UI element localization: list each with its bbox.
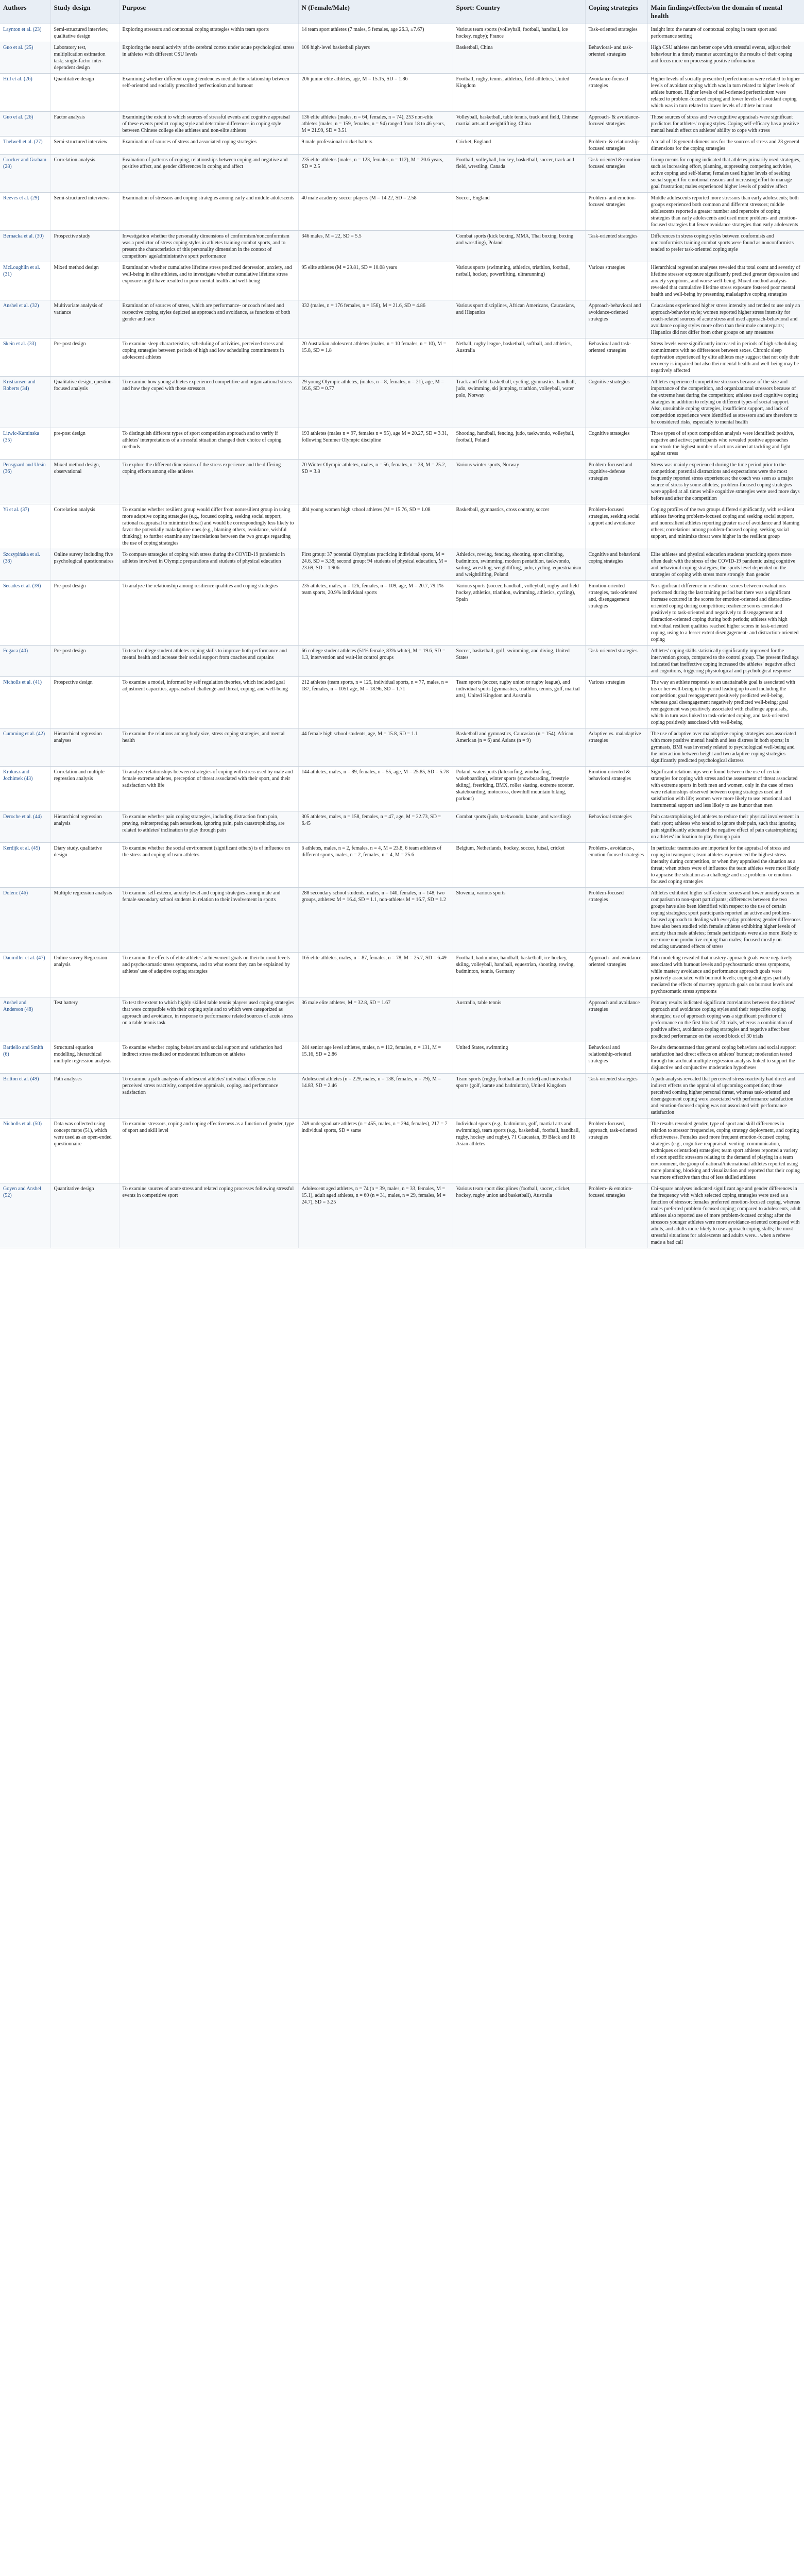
cell-sport-country: Team sports (rugby, football and cricket) and individual sports (golf, karate and badminton), United Kingdom: [453, 1074, 585, 1118]
header-sample: N (Female/Male): [298, 0, 453, 24]
cell-purpose: To explore the different dimensions of the stress experience and the differing coping efforts among elite athletes: [119, 460, 298, 504]
cell-study-design: Semi-structured interview: [50, 137, 119, 155]
cell-author[interactable]: Skein et al. (33): [0, 338, 50, 377]
cell-purpose: To analyze relationships between strategies of coping with stress used by male and female extreme athletes, perception of threat associated with their sport, and their satisfaction with life: [119, 767, 298, 811]
cell-sport-country: Various winter sports, Norway: [453, 460, 585, 504]
cell-coping-strategies: Task-oriented strategies: [585, 646, 647, 677]
table-row: [0, 231, 804, 262]
cell-author[interactable]: Pensgaard and Ursin (36): [0, 460, 50, 504]
cell-sample: 95 elite athletes (M = 29.81, SD = 10.08 years: [298, 262, 453, 300]
cell-sample: Adolescent athletes (n = 229, males, n = 138, females, n = 79), M = 14.83, SD = 2.46: [298, 1074, 453, 1118]
cell-sample: 20 Australian adolescent athletes (males, n = 10 females, n = 10), M = 15.8, SD = 1.8: [298, 338, 453, 377]
cell-coping-strategies: Approach and avoidance strategies: [585, 997, 647, 1042]
cell-study-design: Qualitative design, question-focused analysis: [50, 377, 119, 428]
cell-main-findings: The way an athlete responds to an unattainable goal is associated with his or her well-being in the period leading up to and including the competition; goal reengagement positively predicted well-being, whereas goal disengagement negatively predicted well-being; goal reengagement was positively associated with challenge appraisals, which in turn was linked to task-oriented coping, and task-oriented coping positively associated with well-being: [647, 677, 804, 728]
table-row: [0, 581, 804, 646]
table-row: [0, 767, 804, 811]
cell-sample: 106 high-level basketball players: [298, 42, 453, 74]
cell-main-findings: Elite athletes and physical education students practicing sports more often dealt with the stress of the COVID-19 pandemic using cognitive and behavioral coping strategies; the sports level depended on the strategies of coping with stress more strongly than gender: [647, 549, 804, 581]
cell-main-findings: Path modeling revealed that mastery approach goals were negatively associated with burnout levels and psychosomatic stress symptoms, while mastery avoidance and performance approach goals were positively associated with burnout levels; coping strategies partially mediated the effects of mastery approach goals on burnout levels and psychosomatic stress symptoms: [647, 953, 804, 997]
cell-study-design: Semi-structured interview, qualitative design: [50, 24, 119, 42]
header-coping: Coping strategies: [585, 0, 647, 24]
cell-coping-strategies: Task-oriented & emotion-focused strategies: [585, 155, 647, 193]
table-row: [0, 460, 804, 504]
cell-author[interactable]: Deroche et al. (44): [0, 811, 50, 843]
cell-study-design: Test battery: [50, 997, 119, 1042]
cell-author[interactable]: Litwic-Kaminska (35): [0, 428, 50, 460]
cell-author[interactable]: Thelwell et al. (27): [0, 137, 50, 155]
table-row: [0, 24, 804, 42]
cell-coping-strategies: Approach- and avoidance-oriented strategies: [585, 953, 647, 997]
cell-sport-country: Basketball, China: [453, 42, 585, 74]
cell-author[interactable]: Crocker and Graham (28): [0, 155, 50, 193]
cell-author[interactable]: Reeves et al. (29): [0, 193, 50, 231]
cell-purpose: To compare strategies of coping with stress during the COVID-19 pandemic in athletes involved in Olympic preparations and students of physical education: [119, 549, 298, 581]
cell-main-findings: Significant relationships were found between the use of certain strategies for coping with stress and the assessment of threat associated with extreme sports in both men and women, only in the case of men were relationships observed between coping strategies used and satisfaction with life; women were more likely to use emotional and instrumental support and less likely to use humor than men: [647, 767, 804, 811]
table-row: [0, 1183, 804, 1248]
cell-study-design: Correlation analysis: [50, 155, 119, 193]
cell-study-design: Diary study, qualitative design: [50, 843, 119, 888]
cell-sport-country: Athletics, rowing, fencing, shooting, sport climbing, badminton, swimming, modern pentathlon, taekwondo, sailing, wrestling, weightlifting, judo, cycling, equestrianism and weightlifting, Poland: [453, 549, 585, 581]
cell-coping-strategies: Problem- and emotion-focused strategies: [585, 193, 647, 231]
cell-coping-strategies: Behavioral strategies: [585, 811, 647, 843]
cell-main-findings: No significant difference in resilience scores between evaluations performed during the last training period but there was a significant increase occurred in the scores for emotion-oriented and distraction-oriented coping during competition; resilience scores correlated positively to task-oriented and negatively to disengagement and distraction-oriented coping during both periods; athletes with high individual resilient qualities reached higher scores in task-oriented coping, using to a lesser extent disengagement- and distraction-oriented coping: [647, 581, 804, 646]
cell-sample: 6 athletes, males, n = 2, females, n = 4, M = 23.8, 6 team athletes of different sports, males, n = 2, females, n = 4, M = 25.6: [298, 843, 453, 888]
table-row: [0, 646, 804, 677]
table-row: [0, 843, 804, 888]
cell-study-design: Prospective study: [50, 231, 119, 262]
cell-sport-country: Various team sport disciplines (football, soccer, cricket, hockey, rugby union and basketball), Australia: [453, 1183, 585, 1248]
cell-sport-country: Slovenia, various sports: [453, 888, 585, 953]
cell-coping-strategies: Task-oriented strategies: [585, 231, 647, 262]
cell-purpose: To examine sources of acute stress and related coping processes following stressful events in competitive sport: [119, 1183, 298, 1248]
cell-coping-strategies: Cognitive and behavioral coping strategies: [585, 549, 647, 581]
cell-main-findings: Middle adolescents reported more stressors than early adolescents; both groups experienced both common and different stressors; middle adolescents reported a greater number and repertoire of coping strategies than early adolescents and used more problem- and emotion-focused strategies but fewer avoidance strategies than early adolescents: [647, 193, 804, 231]
cell-sample: 332 (males, n = 176 females, n = 156), M = 21.6, SD = 4.86: [298, 300, 453, 338]
cell-study-design: Data was collected using concept maps (51), which were used as an open-ended questionnaire: [50, 1118, 119, 1183]
cell-purpose: To examine self-esteem, anxiety level and coping strategies among male and female secondary school students in relation to their involvement in sports: [119, 888, 298, 953]
cell-study-design: Mixed method design, observational: [50, 460, 119, 504]
cell-author[interactable]: Secades et al. (39): [0, 581, 50, 646]
cell-study-design: Semi-structured interviews: [50, 193, 119, 231]
cell-author[interactable]: Kristiansen and Roberts (34): [0, 377, 50, 428]
cell-purpose: To distinguish different types of sport competition approach and to verify if athletes' interpretations of a stressful situation changed their choice of coping methods: [119, 428, 298, 460]
cell-sample: 288 secondary school students, males, n = 140, females, n = 148, two groups, athletes: M = 16.4, SD = 1.1, non-athletes M = 16.7, SD = 1.2: [298, 888, 453, 953]
cell-study-design: Pre-post design: [50, 646, 119, 677]
cell-author[interactable]: Yi et al. (37): [0, 504, 50, 549]
cell-main-findings: The use of adaptive over maladaptive coping strategies was associated with more positive mental health and less distress in both sports; in gymnasts, BMI was inversely related to psychological well-being and the interaction between height and two adaptive coping strategies significantly predicted psychological distress: [647, 728, 804, 767]
table-row: [0, 997, 804, 1042]
table-row: [0, 42, 804, 74]
cell-sample: 66 college student athletes (51% female, 83% white), M = 19.6, SD = 1.3, intervention and wait-list control groups: [298, 646, 453, 677]
table-row: [0, 1118, 804, 1183]
cell-study-design: Multivariate analysis of variance: [50, 300, 119, 338]
cell-main-findings: Chi-square analyses indicated significant age and gender differences in the frequency with which selected coping strategies were used as a function of stressor; females preferred emotion-focused coping, whereas males preferred problem-focused coping; compared to adolescents, adult athletes also reported use of more problem-focused coping; after the stressors younger athletes were more avoidance-oriented compared with adults, and adults more likely to use approach coping skills; the most stressful situations for adolescents and adults were... when a referee made a bad call: [647, 1183, 804, 1248]
cell-purpose: Examination whether cumulative lifetime stress predicted depression, anxiety, and well-being in elite athletes, and to investigate whether cumulative lifetime stress exposure might have resulted in poor mental health and well-being: [119, 262, 298, 300]
cell-main-findings: Stress was mainly experienced during the time period prior to the competition; potential distractions and expectations were the most frequently reported stress experiences; the coach was seen as a major source of stress by some athletes; problem-focused coping strategies were applied at all times while cognitive strategies were used more days before and after the competition: [647, 460, 804, 504]
header-row: [0, 0, 804, 24]
cell-sample: 193 athletes (males n = 97, females n = 95), age M = 20.27, SD = 3.31, following Summer Olympic discipline: [298, 428, 453, 460]
cell-sport-country: Soccer, basketball, golf, swimming, and diving, United States: [453, 646, 585, 677]
cell-sport-country: Track and field, basketball, cycling, gymnastics, handball, judo, swimming, ski jumping, triathlon, volleyball, water polo, Norway: [453, 377, 585, 428]
cell-sample: 165 elite athletes, males, n = 87, females, n = 78, M = 25.7, SD = 6.49: [298, 953, 453, 997]
cell-purpose: To examine whether coping behaviors and social support and satisfaction had indirect stress mediated or moderated influences on athletes: [119, 1042, 298, 1074]
cell-sample: 235 athletes, males, n = 126, females, n = 109, age, M = 20.7, 79.1% team sports, 20.9% individual sports: [298, 581, 453, 646]
cell-study-design: Pre-post design: [50, 338, 119, 377]
cell-sport-country: Soccer, England: [453, 193, 585, 231]
cell-sample: 346 males, M = 22, SD = 5.5: [298, 231, 453, 262]
cell-study-design: Prospective design: [50, 677, 119, 728]
cell-coping-strategies: Avoidance-focused strategies: [585, 74, 647, 112]
cell-coping-strategies: Cognitive strategies: [585, 428, 647, 460]
cell-main-findings: Those sources of stress and two cognitive appraisals were significant predictors for athletes' coping styles. Coping self-efficacy has a positive mental health effect on athletes' ability to cope with stress: [647, 112, 804, 137]
cell-sport-country: Team sports (soccer, rugby union or rugby league), and individual sports (gymnastics, triathlon, tennis, golf, martial arts), United Kingdom and Australia: [453, 677, 585, 728]
cell-sample: 9 male professional cricket batters: [298, 137, 453, 155]
cell-sport-country: Combat sports (kick boxing, MMA, Thai boxing, boxing and wrestling), Poland: [453, 231, 585, 262]
cell-sport-country: Belgium, Netherlands, hockey, soccer, futsal, cricket: [453, 843, 585, 888]
cell-coping-strategies: Various strategies: [585, 677, 647, 728]
cell-coping-strategies: Problem-focused strategies: [585, 888, 647, 953]
cell-purpose: To analyze the relationship among resilience qualities and coping strategies: [119, 581, 298, 646]
cell-author[interactable]: Laynton et al. (23): [0, 24, 50, 42]
cell-purpose: Examination of sources of stress and associated coping strategies: [119, 137, 298, 155]
cell-coping-strategies: Behavioral and relationship-oriented strategies: [585, 1042, 647, 1074]
cell-purpose: To examine a path analysis of adolescent athletes' individual differences to perceived stress reactivity, competitive appraisals, coping, and performance satisfaction: [119, 1074, 298, 1118]
cell-study-design: Quantitative design: [50, 74, 119, 112]
cell-main-findings: Three types of of sport competition analysis were identified: positive, negative and active; participants who revealed positive approaches undertook the highest number of actions aimed at tackling and fight against stress: [647, 428, 804, 460]
cell-study-design: Structural equation modelling, hierarchical multiple regression analysis: [50, 1042, 119, 1074]
table-row: [0, 338, 804, 377]
cell-coping-strategies: Task-oriented strategies: [585, 24, 647, 42]
cell-coping-strategies: Problem- & emotion-focused strategies: [585, 1183, 647, 1248]
cell-sport-country: Shooting, handball, fencing, judo, taekwondo, volleyball, football, Poland: [453, 428, 585, 460]
table-row: [0, 428, 804, 460]
cell-study-design: Path analyses: [50, 1074, 119, 1118]
table-row: [0, 728, 804, 767]
cell-study-design: Laboratory test, multiplication estimation task; single-factor inter-dependent design: [50, 42, 119, 74]
cell-coping-strategies: Problem-, avoidance-, emotion-focused strategies: [585, 843, 647, 888]
cell-purpose: To test the extent to which highly skilled table tennis players used coping strategies that were compatible with their coping style and to which were categorized as approach and avoidance, in response to performance related sources of acute stress on a table tennis task: [119, 997, 298, 1042]
cell-author[interactable]: Krokosz and Jochimek (43): [0, 767, 50, 811]
cell-purpose: Exploring stressors and contextual coping strategies within team sports: [119, 24, 298, 42]
cell-author[interactable]: Anshel et al. (32): [0, 300, 50, 338]
cell-purpose: To examine stressors, coping and coping effectiveness as a function of gender, type of sport and skill level: [119, 1118, 298, 1183]
cell-main-findings: Pain catastrophizing led athletes to reduce their physical involvement in their sport; athletes who tended to ignore their pain, such that ignoring pain significantly attenuated the negative effect of pain catastrophizing on athletes' inclination to play through pain: [647, 811, 804, 843]
cell-sport-country: Football, volleyball, hockey, basketball, soccer, track and field, wrestling, Canada: [453, 155, 585, 193]
cell-sample: 14 team sport athletes (7 males, 5 females, age 26.3, ±7.67): [298, 24, 453, 42]
cell-sample: 212 athletes (team sports, n = 125, individual sports, n = 77, males, n = 187, females, n = 1051 age, M = 18.96, SD = 1.71: [298, 677, 453, 728]
cell-sample: 206 junior elite athletes, age, M = 15.15, SD = 1.86: [298, 74, 453, 112]
cell-author[interactable]: Nicholls et al. (50): [0, 1118, 50, 1183]
cell-sample: 70 Winter Olympic athletes, males, n = 56, females, n = 28, M = 25.2, SD = 3.8: [298, 460, 453, 504]
table-header: [0, 0, 804, 24]
table-row: [0, 677, 804, 728]
cell-coping-strategies: Problem-focused, approach, task-oriented strategies: [585, 1118, 647, 1183]
cell-purpose: Examining whether different coping tendencies mediate the relationship between self-oriented and socially prescribed perfectionism and burnout: [119, 74, 298, 112]
cell-author[interactable]: Daumiller et al. (47): [0, 953, 50, 997]
cell-purpose: To examine whether resilient group would differ from nonresilient group in using more adaptive coping strategies (e.g., focused coping, seeking social support, rational reappraisal to minimize threat) and would be correspondingly less likely to favor the potentially maladaptive ones (e.g., blaming others, avoidance, wishful thinking); to further examine any interrelations between the two groups regarding the use of coping strategies: [119, 504, 298, 549]
cell-coping-strategies: Behavioral and task-oriented strategies: [585, 338, 647, 377]
cell-study-design: Multiple regression analysis: [50, 888, 119, 953]
cell-author[interactable]: Nicholls et al. (41): [0, 677, 50, 728]
cell-sport-country: Football, rugby, tennis, athletics, field athletics, United Kingdom: [453, 74, 585, 112]
cell-main-findings: Hierarchical regression analyses revealed that total count and severity of lifetime stressor exposure significantly predicted greater depression and anxiety symptoms, and worse well-being. Mixed-method analysis revealed that cumulative lifetime stress exposure fostered poor mental health and well-being by presenting maladaptive coping strategies: [647, 262, 804, 300]
cell-purpose: To examine the relations among body size, stress coping strategies, and mental health: [119, 728, 298, 767]
cell-sport-country: United States, swimming: [453, 1042, 585, 1074]
cell-sport-country: Individual sports (e.g., badminton, golf, martial arts and swimming), team sports (e.g., basketball, football, handball, rugby, hockey and rugby), 71 Caucasian, 39 Black and 16 Asian athletes: [453, 1118, 585, 1183]
cell-author[interactable]: Cumming et al. (42): [0, 728, 50, 767]
cell-sport-country: Football, badminton, handball, basketball, ice hockey, skiing, volleyball, handball, equestrian, shooting, rowing, badminton, tennis, Germany: [453, 953, 585, 997]
cell-main-findings: Coping profiles of the two groups differed significantly, with resilient athletes favoring problem-focused coping and seeking social support, and nonresilient athletes reporting greater use of avoidance and blaming others; correlations among problem-focused coping, seeking social support, and minimize threat were higher in the resilient group: [647, 504, 804, 549]
table-body: [0, 24, 804, 1248]
cell-author[interactable]: Kerdijk et al. (45): [0, 843, 50, 888]
cell-author[interactable]: Hill et al. (26): [0, 74, 50, 112]
cell-sample: 44 female high school students, age, M = 15.8, SD = 1.1: [298, 728, 453, 767]
cell-study-design: Online survey Regression analysis: [50, 953, 119, 997]
cell-purpose: To examine a model, informed by self regulation theories, which included goal adjustment capacities, appraisals of challenge and threat, coping, and well-being: [119, 677, 298, 728]
cell-purpose: Examination of sources of stress, which are performance- or coach related and respective coping styles depicted as approach and avoidance, as functions of both gender and race: [119, 300, 298, 338]
cell-main-findings: Athletes experienced competitive stressors because of the size and importance of the competition, and organizational stressors because of the extreme heat during the competition; athletes used cognitive coping strategies in addition to relying on different types of social support. Also, unsuitable coping strategies, insufficient support, and lack of competition experience were identified as stressors and are therefore to be considered risks, especially to mental health: [647, 377, 804, 428]
cell-sample: 40 male academy soccer players (M = 14.22, SD = 2.58: [298, 193, 453, 231]
cell-purpose: Examination of stressors and coping strategies among early and middle adolescents: [119, 193, 298, 231]
cell-sport-country: Various team sports (volleyball, football, handball, ice hockey, rugby); France: [453, 24, 585, 42]
cell-main-findings: Stress levels were significantly increased in periods of high scheduling commitments with no differences between sexes. Chronic sleep deprivation experienced by elite athletes may suggest that not only their recovery is impaired but also their mental health and well-being may be negatively affected: [647, 338, 804, 377]
cell-author[interactable]: Bardello and Smith (6): [0, 1042, 50, 1074]
cell-study-design: Hierarchical regression analyses: [50, 728, 119, 767]
table-row: [0, 300, 804, 338]
cell-main-findings: Results demonstrated that general coping behaviors and social support satisfaction had direct effects on athletes' burnout; moderation tested through hierarchical multiple regression analysis linked to support the disjunctive and conjunctive moderation hypotheses: [647, 1042, 804, 1074]
cell-study-design: pre-post design: [50, 428, 119, 460]
cell-purpose: Investigation whether the personality dimensions of conformism/nonconformism was a predictor of stress coping styles in athletes training combat sports, and to present the characteristics of this personality dimension in the context of competitors' age/administrative sport performance: [119, 231, 298, 262]
cell-purpose: Evaluation of patterns of coping, relationships between coping and negative and positive affect, and gender differences in coping and affect: [119, 155, 298, 193]
cell-coping-strategies: Approach-behavioral and avoidance-oriented strategies: [585, 300, 647, 338]
header-purpose: Purpose: [119, 0, 298, 24]
table-row: [0, 155, 804, 193]
cell-sample: 144 athletes, males, n = 89, females, n = 55, age, M = 25.85, SD = 5.78: [298, 767, 453, 811]
table-row: [0, 193, 804, 231]
cell-sport-country: Australia, table tennis: [453, 997, 585, 1042]
cell-sample: 36 male elite athletes, M = 32.8, SD = 1.67: [298, 997, 453, 1042]
cell-main-findings: Higher levels of socially prescribed perfectionism were related to higher levels of avoidant coping which was in turn related to higher levels of athlete burnout. Higher levels of self-oriented perfectionism were related to problem-focused coping and lower levels of avoidant coping which was in turn related to lower levels of athlete burnout: [647, 74, 804, 112]
cell-sport-country: Basketball and gymnastics, Caucasian (n = 154), African American (n = 6) and Asians (n = 9): [453, 728, 585, 767]
cell-sample: First group: 37 potential Olympians practicing individual sports, M = 24.6, SD = 3.38; second group: 94 students of physical education, M = 23.69, SD = 1.906: [298, 549, 453, 581]
cell-author[interactable]: Britton et al. (49): [0, 1074, 50, 1118]
cell-study-design: Correlation and multiple regression analysis: [50, 767, 119, 811]
cell-coping-strategies: Emotion-oriented strategies, task-oriented and, disengagement strategies: [585, 581, 647, 646]
cell-coping-strategies: Cognitive strategies: [585, 377, 647, 428]
cell-main-findings: A total of 18 general dimensions for the sources of stress and 23 general dimensions for the coping strategies: [647, 137, 804, 155]
cell-main-findings: Differences in stress coping styles between conformists and nonconformists training combat sports were found as nonconformists tended to prefer task-oriented coping style: [647, 231, 804, 262]
cell-coping-strategies: Adaptive vs. maladaptive strategies: [585, 728, 647, 767]
table-row: [0, 1074, 804, 1118]
cell-main-findings: Group means for coping indicated that athletes primarily used strategies, such as increasing effort, planning, suppressing competing activities, active coping and self-blame; females used higher levels of seeking social support for emotional reasons and increasing effort to manage goal frustration; males experienced higher levels of positive affect: [647, 155, 804, 193]
cell-main-findings: Athletes exhibited higher self-esteem scores and lower anxiety scores in comparison to non-sport participants; differences between the two groups have also been identified with respect to the use of certain coping strategies; sport participants reported an active and problem-focused approach to dealing with everyday problems; gender differences have also been studied with female athletes exhibiting higher levels of anxiety than male athletes; female participants were also more likely to use more non-productive coping than males; focused mostly on reducing unwanted effects of stress: [647, 888, 804, 953]
cell-author[interactable]: Guo et al. (25): [0, 42, 50, 74]
cell-sample: 244 senior age level athletes, males, n = 112, females, n = 131, M = 15.16, SD = 2.86: [298, 1042, 453, 1074]
cell-coping-strategies: Approach- & avoidance-focused strategies: [585, 112, 647, 137]
table-row: [0, 262, 804, 300]
header-findings: Main findings/effects/on the domain of mental health: [647, 0, 804, 24]
cell-sport-country: Various sports (swimming, athletics, triathlon, football, netball, hockey, powerlifting, ultrarunning): [453, 262, 585, 300]
header-authors: Authors: [0, 0, 50, 24]
cell-sport-country: Basketball, gymnastics, cross country, soccer: [453, 504, 585, 549]
cell-purpose: To examine sleep characteristics, scheduling of activities, perceived stress and coping strategies between periods of high and low scheduling commitments in adolescent athletes: [119, 338, 298, 377]
cell-sport-country: Netball, rugby league, basketball, softball, and athletics, Australia: [453, 338, 585, 377]
cell-main-findings: Caucasians experienced higher stress intensity and tended to use only an approach-behavior style; women reported higher stress intensity for coach-related sources of acute stress and used approach-behavioral and avoidance coping styles more often than their male counterparts; Hispanics did not differ from other groups on any measures: [647, 300, 804, 338]
cell-sample: 136 elite athletes (males, n = 64, females, n = 74), 253 non-elite athletes (males, n = 159, females, n = 94) ranged from 18 to 46 years, M = 21.99, SD = 3.51: [298, 112, 453, 137]
cell-coping-strategies: Problem-focused and cognitive-defense strategies: [585, 460, 647, 504]
cell-coping-strategies: Problem-focused strategies, seeking social support and avoidance: [585, 504, 647, 549]
table-row: [0, 137, 804, 155]
cell-author[interactable]: Anshel and Anderson (48): [0, 997, 50, 1042]
cell-sport-country: Various sports (soccer, handball, volleyball, rugby and field hockey, athletics, triathlon, swimming, athletics, cycling), Spain: [453, 581, 585, 646]
header-sport-country: Sport: Country: [453, 0, 585, 24]
cell-sample: 305 athletes, males, n = 158, females, n = 47, age, M = 22.73, SD = 6.45: [298, 811, 453, 843]
table-row: [0, 953, 804, 997]
table-row: [0, 504, 804, 549]
cell-author[interactable]: Goyen and Anshel (52): [0, 1183, 50, 1248]
cell-study-design: Correlation analysis: [50, 504, 119, 549]
cell-study-design: Pre-post design: [50, 581, 119, 646]
cell-main-findings: In particular teammates are important for the appraisal of stress and coping in teamsports; team athletes experienced the highest stress intensity during competition, or when they appraised the situation as a threat; when others were of influence the team athletes were most likely to appraise the situation as a challenge and use problem- or emotion-focused coping strategies: [647, 843, 804, 888]
table-row: [0, 549, 804, 581]
cell-purpose: To examine the effects of elite athletes' achievement goals on their burnout levels and psychosomatic stress symptoms, and to what extent they can be explained by athletes' use of adaptive coping strategies: [119, 953, 298, 997]
cell-main-findings: Primary results indicated significant correlations between the athletes' approach and avoidance coping styles and their respective coping strategies; use of approach coping was a significant predictor of performance on the first block of 20 trials, whereas a combination of positive affect, avoidance coping strategies and negative affect best predicted performance on the second block of 30 trials: [647, 997, 804, 1042]
table-row: [0, 1042, 804, 1074]
table-row: [0, 377, 804, 428]
table-row: [0, 112, 804, 137]
cell-main-findings: High CSU athletes can better cope with stressful events, adjust their behaviour in a timely manner according to the results of their coping and focus more on processing positive information: [647, 42, 804, 74]
cell-study-design: Hierarchical regression analysis: [50, 811, 119, 843]
cell-sample: 235 elite athletes (males, n = 123, females, n = 112), M = 20.6 years, SD = 2.5: [298, 155, 453, 193]
cell-study-design: Online survey including five psychological questionnaires: [50, 549, 119, 581]
cell-sport-country: Volleyball, basketball, table tennis, track and field, Chinese martial arts and weightlifting, China: [453, 112, 585, 137]
cell-main-findings: The results revealed gender, type of sport and skill differences in relation to stressor frequencies, coping strategy deployment, and coping effectiveness. Females used more frequent emotion-focused coping strategies (e.g., cognitive reappraisal, venting, communication, techniques orientation) strategies; team sport athletes reported a variety of sport specific stressors relating to the demand of playing in a team environment, the group of national/international athletes reported using more planning, blocking and visualization and reported that their coping was more effective than that of less skilled athletes: [647, 1118, 804, 1183]
cell-purpose: Exploring the neural activity of the cerebral cortex under acute psychological stress in athletes with different CSU levels: [119, 42, 298, 74]
cell-purpose: To examine whether the social environment (significant others) is of influence on the stress and coping of team athletes: [119, 843, 298, 888]
cell-purpose: To examine how young athletes experienced competitive and organizational stress and how they coped with those stressors: [119, 377, 298, 428]
cell-sample: 29 young Olympic athletes, (males, n = 8, females, n = 21), age, M = 16.6, SD = 0.77: [298, 377, 453, 428]
table-row: [0, 74, 804, 112]
cell-study-design: Mixed method design: [50, 262, 119, 300]
cell-sample: 749 undergraduate athletes (n = 455, males, n = 294, females), 217 = 7 individual sports, SD = same: [298, 1118, 453, 1183]
cell-author[interactable]: Guo et al. (26): [0, 112, 50, 137]
cell-sport-country: Combat sports (judo, taekwondo, karate, and wrestling): [453, 811, 585, 843]
cell-main-findings: A path analysis revealed that perceived stress reactivity had direct and indirect effects on the appraisal of upcoming competition; those perceived coming higher personal threat, whereas task-oriented and disengagement coping were associated with performance satisfaction and emotion-focused coping was not associated with performance satisfaction: [647, 1074, 804, 1118]
cell-coping-strategies: Various strategies: [585, 262, 647, 300]
header-study-design: Study design: [50, 0, 119, 24]
cell-sample: 404 young women high school athletes (M = 15.76, SD = 1.08: [298, 504, 453, 549]
cell-author[interactable]: McLoughlin et al. (31): [0, 262, 50, 300]
cell-study-design: Factor analysis: [50, 112, 119, 137]
cell-sport-country: Various sport disciplines, African Americans, Caucasians, and Hispanics: [453, 300, 585, 338]
cell-purpose: To examine whether pain coping strategies, including distraction from pain, praying, reinterpreting pain sensations, ignoring pain, pain catastrophizing, are related to athletes' inclination to play through pain: [119, 811, 298, 843]
cell-coping-strategies: Task-oriented strategies: [585, 1074, 647, 1118]
cell-purpose: To teach college student athletes coping skills to improve both performance and mental health and increase their social support from coaches and captains: [119, 646, 298, 677]
coping-strategies-table: [0, 0, 804, 1248]
cell-author[interactable]: Fogaca (40): [0, 646, 50, 677]
table-row: [0, 888, 804, 953]
cell-author[interactable]: Szczypińska et al. (38): [0, 549, 50, 581]
cell-author[interactable]: Dolenc (46): [0, 888, 50, 953]
cell-purpose: Examining the extent to which sources of stressful events and cognitive appraisal of these events predict coping style and determine differences in coping style between Chinese college elite athletes and non-elite athletes: [119, 112, 298, 137]
cell-author[interactable]: Bernacka et al. (30): [0, 231, 50, 262]
cell-sport-country: Poland, watersports (kitesurfing, windsurfing, wakeboarding), winter sports (snowboarding, freestyle skiing), freeriding, BMX, roller skating, extreme scooter, skateboarding, motocross, downhill mountain biking, parkour): [453, 767, 585, 811]
cell-study-design: Quantitative design: [50, 1183, 119, 1248]
cell-coping-strategies: Emotion-oriented & behavioral strategies: [585, 767, 647, 811]
cell-main-findings: Athletes' coping skills statistically significantly improved for the intervention group, compared to the control group. The present findings indicated that ineffective coping increased the athletes' negative affect and cognitions, triggering physiological and psychological response: [647, 646, 804, 677]
cell-coping-strategies: Behavioral- and task-oriented strategies: [585, 42, 647, 74]
table-row: [0, 811, 804, 843]
cell-sport-country: Cricket, England: [453, 137, 585, 155]
cell-main-findings: Insight into the nature of contextual coping in team sport and performance setting: [647, 24, 804, 42]
cell-coping-strategies: Problem- & relationship-focused strategies: [585, 137, 647, 155]
cell-sample: Adolescent aged athletes, n = 74 (n = 39, males, n = 33, females, M = 15.1), adult aged athletes, n = 60 (n = 31, males, n = 29, females, M = 24.7), SD = 3.25: [298, 1183, 453, 1248]
